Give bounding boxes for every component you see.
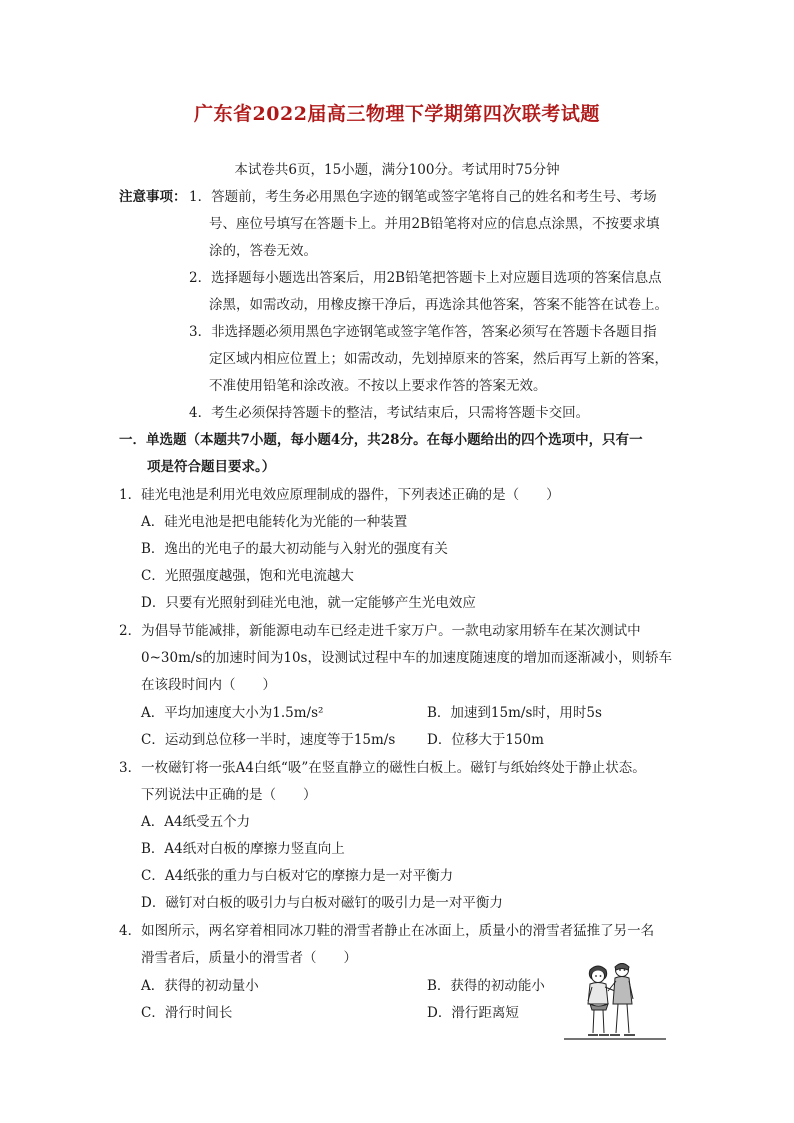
note-4-line-1: 4．考生必须保持答题卡的整洁，考试结束后，只需将答题卡交回。 xyxy=(189,405,590,421)
question-4-option-d: D．滑行距离短 xyxy=(427,1005,519,1021)
question-4-option-c: C．滑行时间长 xyxy=(141,1005,233,1021)
section-heading-line-1: 一．单选题（本题共7小题，每小题4分，共28分。在每小题给出的四个选项中，只有一 xyxy=(119,432,643,448)
question-3-option-d: D．磁钉对白板的吸引力与白板对磁钉的吸引力是一对平衡力 xyxy=(141,895,503,911)
question-1-option-d: D．只要有光照射到硅光电池，就一定能够产生光电效应 xyxy=(141,595,476,611)
question-2-option-c: C．运动到总位移一半时，速度等于15m/s xyxy=(141,732,396,748)
question-4-option-a: A．获得的初动量小 xyxy=(141,978,259,994)
note-3-line-2: 定区域内相应位置上；如需改动，先划掉原来的答案，然后再写上新的答案， xyxy=(209,351,668,367)
note-3-line-1: 3．非选择题必须用黑色字迹钢笔或签字笔作答，答案必须写在答题卡各题目指 xyxy=(189,324,657,340)
question-1-option-a: A．硅光电池是把电能转化为光能的一种装置 xyxy=(141,514,408,530)
exam-info: 本试卷共6页，15小题，满分100分。考试用时75分钟 xyxy=(234,162,560,178)
question-3-stem-line-1: 3．一枚磁钉将一张A4白纸“吸”在竖直静立的磁性白板上。磁钉与纸始终处于静止状态。 xyxy=(119,760,646,776)
large-skater xyxy=(608,964,635,1036)
question-1-option-b: B．逸出的光电子的最大初动能与入射光的强度有关 xyxy=(141,541,448,557)
question-3-option-b: B．A4纸对白板的摩擦力竖直向上 xyxy=(141,841,345,857)
note-2-line-1: 2．选择题每小题选出答案后，用2B铅笔把答题卡上对应题目选项的答案信息点 xyxy=(189,270,662,286)
question-4-stem-line-1: 4．如图所示，两名穿着相同冰刀鞋的滑雪者静止在冰面上，质量小的滑雪者猛推了另一名 xyxy=(119,923,655,939)
question-4-stem-line-2: 滑雪者后，质量小的滑雪者（ ） xyxy=(141,950,357,966)
question-3-option-a: A．A4纸受五个力 xyxy=(141,814,251,830)
notes-label: 注意事项： xyxy=(119,189,187,205)
note-1-line-2: 号、座位号填写在答题卡上。并用2B铅笔将对应的信息点涂黑，不按要求填 xyxy=(209,216,660,232)
question-2-option-d: D．位移大于150m xyxy=(427,732,544,748)
skaters-figure xyxy=(562,960,668,1044)
note-2-line-2: 涂黑，如需改动，用橡皮擦干净后，再选涂其他答案，答案不能答在试卷上。 xyxy=(209,297,668,313)
note-3-line-3: 不准使用铅笔和涂改液。不按以上要求作答的答案无效。 xyxy=(209,378,547,394)
question-2-stem-line-2: 0~30m/s的加速时间为10s，设测试过程中车的加速度随速度的增加而逐渐减小，则轿车 xyxy=(141,650,672,666)
question-3-stem-line-2: 下列说法中正确的是（ ） xyxy=(141,787,317,803)
note-1-line-3: 涂的，答卷无效。 xyxy=(209,243,317,259)
question-2-option-b: B．加速到15m/s时，用时5s xyxy=(427,705,602,721)
note-1-line-1: 1．答题前，考生务必用黑色字迹的钢笔或签字笔将自己的姓名和考生号、考场 xyxy=(189,189,657,205)
question-1-stem: 1．硅光电池是利用光电效应原理制成的器件，下列表述正确的是（ ） xyxy=(119,487,560,503)
section-heading-line-2: 项是符合题目要求。） xyxy=(147,459,276,475)
question-2-stem-line-3: 在该段时间内（ ） xyxy=(141,677,276,693)
page-title: 广东省2022届高三物理下学期第四次联考试题 xyxy=(194,103,600,125)
question-1-option-c: C．光照强度越强，饱和光电流越大 xyxy=(141,568,354,584)
small-skater xyxy=(588,966,615,1035)
question-3-option-c: C．A4纸张的重力与白板对它的摩擦力是一对平衡力 xyxy=(141,868,454,884)
question-2-stem-line-1: 2．为倡导节能减排，新能源电动车已经走进千家万户。一款电动家用轿车在某次测试中 xyxy=(119,623,641,639)
question-2-option-a: A．平均加速度大小为1.5m/s² xyxy=(141,705,324,721)
question-4-option-b: B．获得的初动能小 xyxy=(427,978,545,994)
